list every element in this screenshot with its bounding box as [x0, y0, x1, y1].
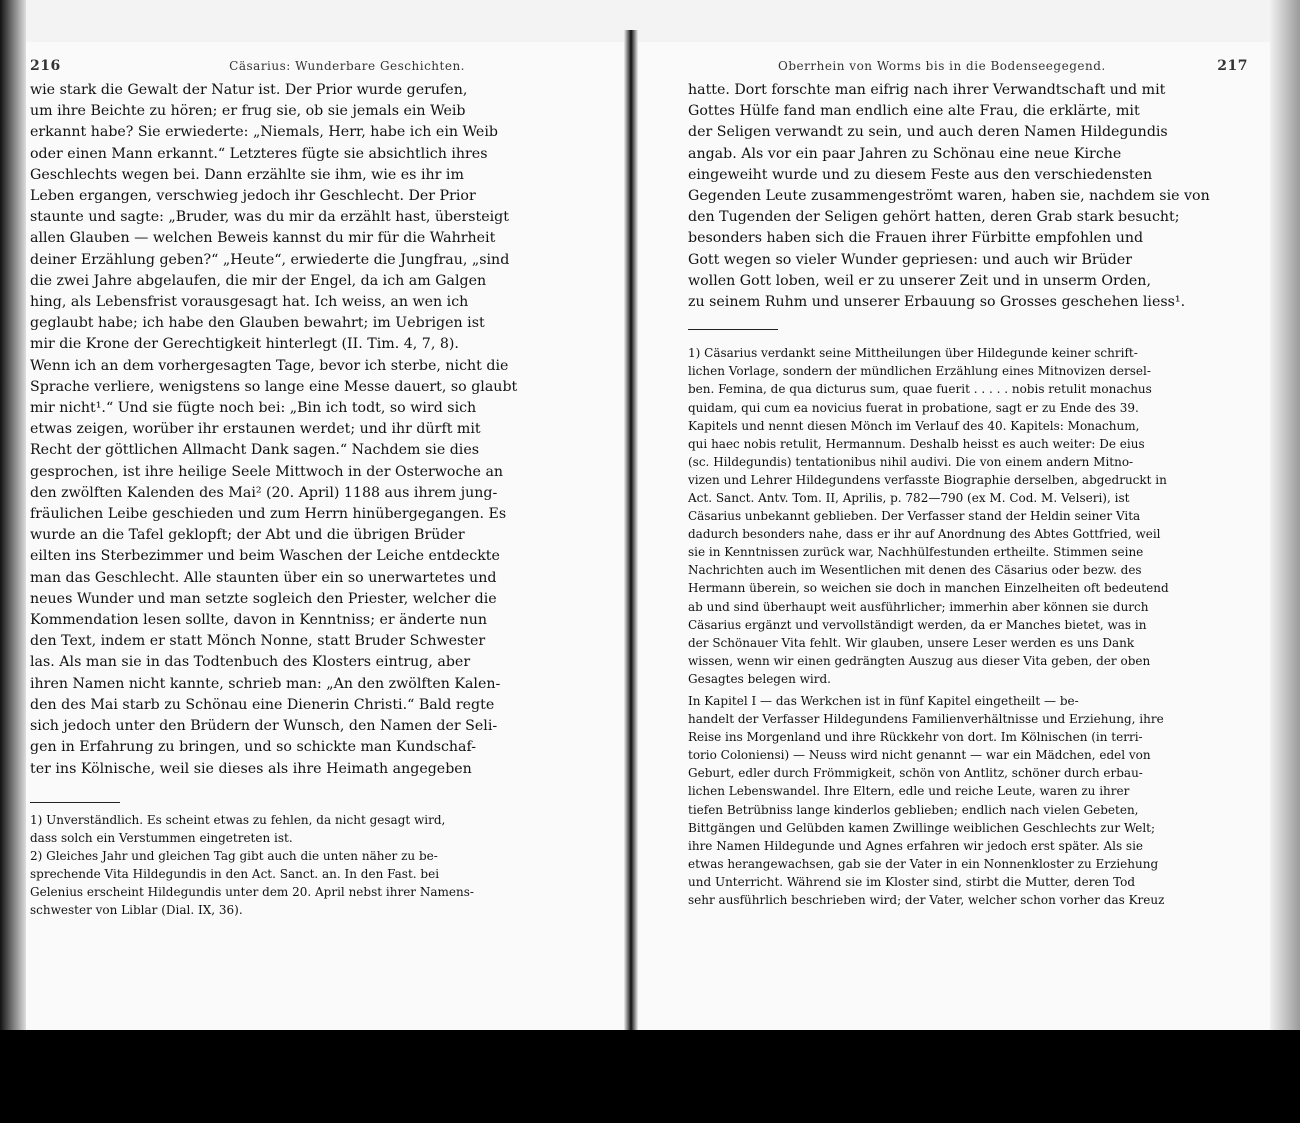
left-footnotes [30, 811, 595, 920]
text-line: sich jedoch unter den Brüdern der Wunsch, den Namen der Seli- [30, 718, 498, 735]
right-continuation-paragraph [688, 692, 1248, 909]
footnote-line: (sc. Hildegundis) tentationibus nihil audivi. Die von einem andern Mitno- [688, 454, 1134, 469]
text-line: Gegenden Leute zusammengeströmt waren, haben sie, nachdem sie von [688, 188, 1210, 205]
footnote-line: Geburt, edler durch Frömmigkeit, schön von Antlitz, schöner durch erbau- [688, 766, 1143, 781]
footnote-line: Hermann überein, so weichen sie doch in manchen Einzelheiten oft bedeutend [688, 581, 1169, 596]
text-line: oder einen Mann erkannt.“ Letzteres fügte sie absichtlich ihres [30, 145, 488, 162]
footnote-line: torio Coloniensi) — Neuss wird nicht genannt — war ein Mädchen, edel von [688, 748, 1151, 763]
text-line: fräulichen Leibe geschieden und zum Herrn hinübergegangen. Es [30, 506, 507, 523]
text-line: allen Glauben — welchen Beweis kannst du mir für die Wahrheit [30, 230, 496, 247]
text-line: deiner Erzählung geben?“ „Heute“, erwiederte die Jungfrau, „sind [30, 251, 510, 268]
footnote-line: 1) Unverständlich. Es scheint etwas zu fehlen, da nicht gesagt wird, [30, 812, 446, 827]
left-footnote-paragraph [30, 811, 595, 920]
right-footnote-rule [688, 329, 778, 330]
footnote-line: dass solch ein Verstummen eingetreten ist. [30, 830, 293, 845]
book-gutter [624, 30, 638, 1030]
text-line: mir nicht¹.“ Und sie fügte noch bei: „Bin ich todt, so wird sich [30, 400, 477, 417]
footnote-line: 2) Gleiches Jahr und gleichen Tag gibt auch die unten näher zu be- [30, 848, 438, 863]
text-line: Gottes Hülfe fand man endlich eine alte Frau, die erklärte, mit [688, 103, 1140, 120]
text-line: man das Geschlecht. Alle staunten über ein so unerwartetes und [30, 569, 497, 586]
footnote-line: und Unterricht. Während sie im Kloster sind, stirbt die Mutter, deren Tod [688, 874, 1136, 889]
text-line: den des Mai starb zu Schönau eine Dienerin Christi.“ Bald regte [30, 696, 495, 713]
text-line: wurde an die Tafel geklopft; der Abt und die übrigen Brüder [30, 527, 465, 544]
text-line: las. Als man sie in das Todtenbuch des Klosters eintrug, aber [30, 654, 471, 671]
footnote-line: ab und sind überhaupt weit ausführlicher; immerhin aber können sie durch [688, 599, 1149, 614]
text-line: geglaubt habe; ich habe den Glauben bewahrt; im Uebrigen ist [30, 315, 485, 332]
footnote-line: tiefen Betrübniss lange kinderlos geblieben; endlich nach vielen Gebeten, [688, 802, 1139, 817]
right-body-paragraph [688, 80, 1248, 313]
text-line: hing, als Lebensfrist vorausgesagt hat. Ich weiss, an wen ich [30, 294, 469, 311]
footnote-line: qui haec nobis retulit, Hermannum. Deshalb heisst es auch weiter: De eius [688, 436, 1145, 451]
text-line: hatte. Dort forschte man eifrig nach ihrer Verwandtschaft und mit [688, 82, 1166, 98]
text-line: zu seinem Ruhm und unserer Erbauung so Grosses geschehen liess¹. [688, 294, 1186, 311]
footnote-line: sehr ausführlich beschrieben wird; der Vater, welcher schon vorher das Kreuz [688, 893, 1165, 908]
text-line: wie stark die Gewalt der Natur ist. Der Prior wurde gerufen, [30, 82, 468, 98]
right-running-title: Oberrhein von Worms bis in die Bodenseegegend. [778, 59, 1106, 73]
left-page-number: 216 [30, 58, 61, 74]
right-body-text [688, 80, 1248, 313]
text-line: Gott wegen so vieler Wunder gepriesen: und auch wir Brüder [688, 251, 1133, 268]
text-line: ihren Namen nicht kannte, schrieb man: „An den zwölften Kalen- [30, 675, 501, 692]
text-line: staunte und sagte: „Bruder, was du mir da erzählt hast, übersteigt [30, 209, 509, 226]
page-top-edge [0, 0, 1300, 42]
text-line: den Text, indem er statt Mönch Nonne, statt Bruder Schwester [30, 633, 486, 650]
text-line: Kommendation lesen sollte, davon in Kenntniss; er änderte nun [30, 612, 488, 629]
right-edge-shadow [1270, 0, 1300, 1030]
footnote-line: der Schönauer Vita fehlt. Wir glauben, unsere Leser werden es uns Dank [688, 635, 1135, 650]
footnote-line: 1) Cäsarius verdankt seine Mittheilungen über Hildegunde keiner schrift- [688, 346, 1138, 361]
footnote-line: lichen Lebenswandel. Ihre Eltern, edle und reiche Leute, waren zu ihrer [688, 784, 1130, 799]
text-line: Leben ergangen, verschwieg jedoch ihr Geschlecht. Der Prior [30, 188, 476, 205]
text-line: Recht der göttlichen Allmacht Dank sagen.“ Nachdem sie dies [30, 442, 480, 459]
footnote-line: quidam, qui cum ea novicius fuerat in probatione, sagt er zu Ende des 39. [688, 400, 1139, 415]
footnote-line: sprechende Vita Hildegundis in den Act. Sanct. an. In den Fast. bei [30, 866, 440, 881]
footnote-line: Reise ins Morgenland und ihre Rückkehr von dort. Im Kölnischen (in terri- [688, 730, 1143, 745]
left-footnote-rule [30, 802, 120, 803]
footnote-line: Gelenius erscheint Hildegundis unter dem 20. April nebst ihrer Namens- [30, 885, 474, 900]
text-line: etwas zeigen, worüber ihr erstaunen werdet; und ihr dürft mit [30, 421, 481, 438]
black-border-bottom [0, 1030, 1300, 1123]
footnote-line: Act. Sanct. Antv. Tom. II, Aprilis, p. 782—790 (ex M. Cod. M. Velseri), ist [688, 490, 1130, 505]
text-line: Wenn ich an dem vorhergesagten Tage, bevor ich sterbe, nicht die [30, 357, 509, 374]
left-body-paragraph [30, 80, 595, 780]
right-page [688, 58, 1248, 909]
text-line: gesprochen, ist ihre heilige Seele Mittwoch in der Osterwoche an [30, 463, 504, 480]
footnote-line: schwester von Liblar (Dial. IX, 36). [30, 903, 243, 918]
footnote-line: ben. Femina, de qua dicturus sum, quae fuerit . . . . . nobis retulit monachus [688, 382, 1152, 397]
text-line: Sprache verliere, wenigstens so lange eine Messe dauert, so glaubt [30, 378, 518, 395]
text-line: gen in Erfahrung zu bringen, und so schickte man Kundschaf- [30, 739, 477, 756]
footnote-line: etwas herangewachsen, gab sie der Vater in ein Nonnenkloster zu Erziehung [688, 856, 1159, 871]
left-running-head [30, 58, 595, 74]
text-line: der Seligen verwandt zu sein, und auch deren Namen Hildegundis [688, 124, 1168, 141]
text-line: angab. Als vor ein paar Jahren zu Schönau eine neue Kirche [688, 145, 1122, 162]
footnote-line: Gesagtes belegen wird. [688, 671, 831, 686]
text-line: Geschlechts wegen bei. Dann erzählte sie ihm, wie es ihr im [30, 166, 464, 183]
left-page [30, 58, 595, 919]
text-line: die zwei Jahre abgelaufen, die mir der Engel, da ich am Galgen [30, 272, 487, 289]
footnote-line: handelt der Verfasser Hildegundens Familienverhältnisse und Erziehung, ihre [688, 712, 1164, 727]
footnote-line: Cäsarius unbekannt geblieben. Der Verfasser stand der Heldin seiner Vita [688, 509, 1141, 524]
text-line: eilten ins Sterbezimmer und beim Waschen der Leiche entdeckte [30, 548, 500, 565]
text-line: wollen Gott loben, weil er zu unserer Zeit und in unserm Orden, [688, 272, 1151, 289]
footnote-line: vizen und Lehrer Hildegundens verfasste Biographie derselben, abgedruckt in [688, 472, 1167, 487]
footnote-line: sie in Kenntnissen zurück war, Nachhülfestunden ertheilte. Stimmen seine [688, 545, 1144, 560]
left-body-text [30, 80, 595, 780]
text-line: erkannt habe? Sie erwiederte: „Niemals, Herr, habe ich ein Weib [30, 124, 498, 141]
footnote-line: Kapitels und nennt diesen Mönch im Verlauf des 40. Kapitels: Monachum, [688, 418, 1140, 433]
footnote-line: Nachrichten auch im Wesentlichen mit denen des Cäsarius oder bezw. des [688, 563, 1142, 578]
left-running-title: Cäsarius: Wunderbare Geschichten. [229, 59, 465, 73]
right-running-head [688, 58, 1248, 74]
text-line: neues Wunder und man setzte sogleich den Priester, welcher die [30, 590, 497, 607]
footnote-line: wissen, wenn wir einen gedrängten Auszug aus dieser Vita geben, der oben [688, 653, 1151, 668]
footnote-line: Cäsarius ergänzt und vervollständigt werden, da er Manches bietet, was in [688, 617, 1147, 632]
text-line: um ihre Beichte zu hören; er frug sie, ob sie jemals ein Weib [30, 103, 466, 120]
text-line: mir die Krone der Gerechtigkeit hinterlegt (II. Tim. 4, 7, 8). [30, 336, 459, 353]
right-footnote-paragraph [688, 344, 1248, 688]
footnote-line: Bittgängen und Gelübden kamen Zwillinge weiblichen Geschlechts zur Welt; [688, 820, 1156, 835]
footnote-line: lichen Vorlage, sondern der mündlichen Erzählung eines Mitnovizen dersel- [688, 364, 1151, 379]
footnote-line: In Kapitel I — das Werkchen ist in fünf Kapitel eingetheilt — be- [688, 694, 1079, 709]
text-line: ter ins Kölnische, weil sie dieses als ihre Heimath angegeben [30, 760, 472, 777]
right-continuation [688, 692, 1248, 909]
footnote-line: dadurch besonders nahe, dass er ihr auf Anordnung des Abtes Gottfried, weil [688, 527, 1161, 542]
text-line: den zwölften Kalenden des Mai² (20. April) 1188 aus ihrem jung- [30, 484, 498, 501]
text-line: den Tugenden der Seligen gehört hatten, deren Grab stark besucht; [688, 209, 1180, 226]
footnote-line: ihre Namen Hildegunde und Agnes erfahren wir jedoch erst später. Als sie [688, 838, 1144, 853]
left-edge-shadow [0, 0, 26, 1030]
right-page-number: 217 [1217, 58, 1248, 74]
text-line: besonders haben sich die Frauen ihrer Fürbitte empfohlen und [688, 230, 1144, 247]
text-line: eingeweiht wurde und zu diesem Feste aus den verschiedensten [688, 166, 1153, 183]
right-footnotes [688, 344, 1248, 688]
